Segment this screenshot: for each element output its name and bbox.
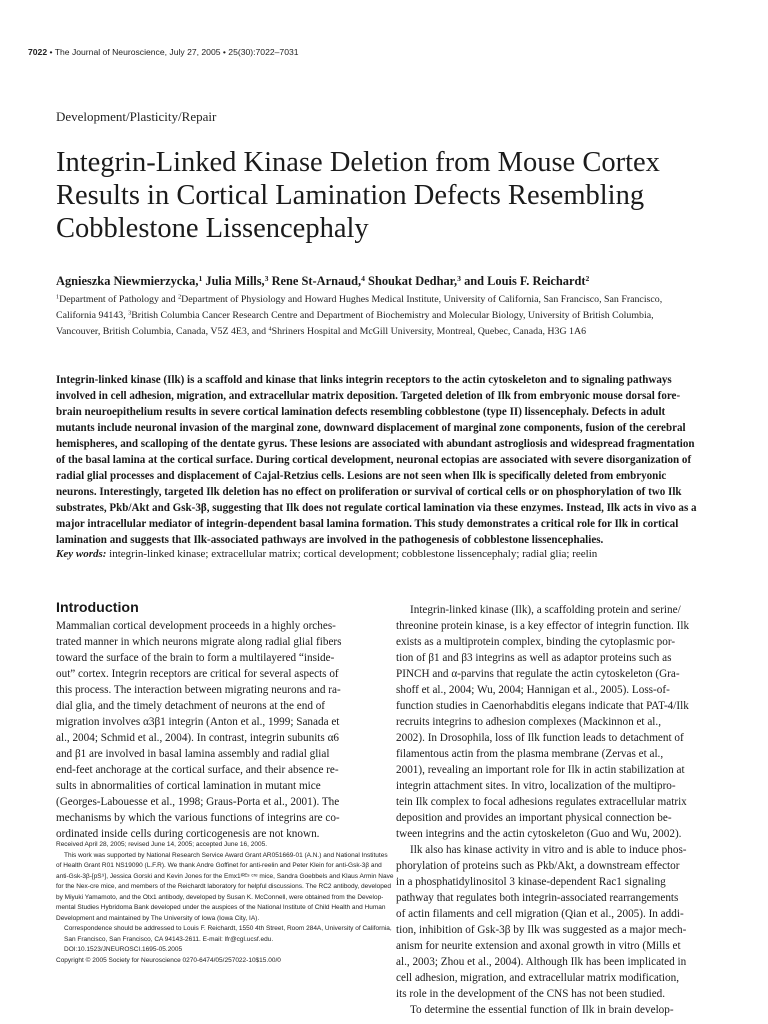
author-name: Agnieszka Niewmierzycka, [56, 274, 199, 288]
author-affiliation-mark: 3 [264, 273, 269, 283]
affiliation-line [56, 324, 736, 340]
author-name: and Louis F. Reichardt [464, 274, 586, 288]
body-text-line: tion of β1 and β3 integrins as well as adaptor proteins such as [396, 652, 672, 664]
body-text-line: toward the surface of the brain to form a multilayered “inside- [56, 652, 335, 664]
abstract-line: substrates, Pkb/Akt and Gsk-3β, suggesting that Ilk does not regulate cortical lamination via these enzymes. Instead, Ilk acts in vivo as a [56, 502, 697, 514]
abstract-line: Integrin-linked kinase (Ilk) is a scaffold and kinase that links integrin receptors to the actin cytoskeleton and to signaling pathways [56, 374, 672, 386]
footnote-line: This work was supported by National Research Service Award Grant AR051669-01 (A.N.) and National Institutes [64, 851, 388, 859]
footnote-line: mental Studies Hybridoma Bank developed under the auspices of the National Institute of Child Health and Human [56, 904, 386, 911]
abstract-line: brain neuroepithelium results in severe cortical lamination defects resembling cobblestone (type II) lissencephaly. Defects in adult [56, 406, 666, 418]
author-name: Rene St-Arnaud, [271, 274, 362, 288]
body-text-line: trated manner in which neurons migrate along radial glial fibers [56, 636, 342, 648]
affiliation-mark: 4 [268, 326, 272, 333]
body-text-line: al., 2003; Zhou et al., 2004). Although Ilk has been implicated in [396, 956, 687, 968]
body-text-line: 2002). In Drosophila, loss of Ilk function leads to detachment of [396, 732, 684, 744]
body-text-line: phorylation of proteins such as Pkb/Akt, a downstream effector [396, 860, 680, 872]
affiliation-text: California 94143, [56, 310, 129, 321]
body-text-line: filamentous actin from the plasma membrane (Zervas et al., [396, 748, 664, 760]
body-text-line: and β1 are involved in basal lamina assembly and radial glial [56, 748, 330, 760]
body-text-line: mechanisms by which the various functions of integrins are co- [56, 812, 340, 824]
body-text-line: PINCH and α-parvins that regulate the actin cytoskeleton (Gra- [396, 668, 680, 680]
right-column-text [396, 602, 718, 1018]
journal-citation: • The Journal of Neuroscience, July 27, 2005 • 25(30):7022–7031 [47, 47, 299, 57]
body-text-line: out” cortex. Integrin receptors are critical for several aspects of [56, 668, 339, 680]
body-text-line: function studies in Caenorhabditis elegans indicate that PAT-4/Ilk [396, 700, 689, 712]
body-text-line: recruits integrins to adhesion complexes (Mackinnon et al., [396, 716, 662, 728]
article-title [56, 146, 736, 245]
title-line: Integrin-Linked Kinase Deletion from Mouse Cortex [56, 147, 660, 178]
affiliation-text: Department of Physiology and Howard Hughes Medical Institute, University of California, San Francisco, San Francisco, [181, 294, 663, 305]
body-text-line: sults in abnormalities of cortical lamination in mutant mice [56, 780, 321, 792]
body-text-line: dial glia, and the timely detachment of neurons at the end of [56, 700, 326, 712]
keywords-text: integrin-linked kinase; extracellular matrix; cortical development; cobblestone lissencephaly; radial glia; reelin [106, 548, 598, 560]
body-text-line: To determine the essential function of Ilk in brain develop- [410, 1004, 674, 1016]
affiliation-mark: 2 [178, 294, 182, 301]
body-text-line: Mammalian cortical development proceeds in a highly orches- [56, 620, 336, 632]
abstract-line: mutants include neuronal invasion of the marginal zone, downward displacement of marginal zone components, fusion of the cerebral [56, 422, 686, 434]
footnote-line: for the Nex-cre mice, and members of the Reichardt laboratory for helpful discussions. The RC2 antibody, developed [56, 883, 392, 890]
body-text-line: deposition and provides an important physical connection be- [396, 812, 672, 824]
body-text-line: tion, inhibition of Gsk-3β by Ilk was suggested as a major mech- [396, 924, 687, 936]
body-text-line: integrin attachment sites. In vitro, localization of the multipro- [396, 780, 676, 792]
author-affiliation-mark: 4 [361, 273, 365, 283]
body-text-line: ordinated inside cells during corticogenesis are not known. [56, 828, 320, 840]
affiliation-mark: 3 [128, 310, 132, 317]
section-label: Development/Plasticity/Repair [56, 109, 217, 124]
author-name: Julia Mills, [205, 274, 265, 288]
body-text-line: shoff et al., 2004; Wu, 2004; Hannigan et al., 2005). Loss-of- [396, 684, 670, 696]
body-text-line: tein Ilk complex to focal adhesions regulates extracellular matrix [396, 796, 687, 808]
body-text-line: end-feet anchorage at the cortical surface, and their absence re- [56, 764, 339, 776]
keywords-label: Key words: [56, 548, 107, 560]
left-column-text [56, 618, 386, 842]
body-text-line: exists as a multiprotein complex, binding the cytoplasmic por- [396, 636, 676, 648]
affiliation-text: Department of Pathology and [59, 294, 179, 305]
body-text-line: Integrin-linked kinase (Ilk), a scaffolding protein and serine/ [410, 604, 681, 616]
affiliation-line [56, 292, 736, 308]
affiliations [56, 292, 736, 340]
body-text-line: migration involves α3β1 integrin (Anton et al., 1999; Sanada et [56, 716, 340, 728]
running-head [28, 47, 299, 57]
footnote-line: Correspondence should be addressed to Louis F. Reichardt, 1550 4th Street, Room 284A, University of California, [64, 925, 392, 932]
abstract-line: lamination and suggests that Ilk-associated pathways are involved in the pathogenesis of cobblestone lissencephalies. [56, 534, 604, 546]
affiliation-text: Shriners Hospital and McGill University, Montreal, Quebec, Canada, H3G 1A6 [271, 326, 587, 337]
body-text-line: al., 2004; Schmid et al., 2004). In contrast, integrin subunits α6 [56, 732, 340, 744]
author-affiliation-mark: 2 [585, 273, 590, 283]
page-number: 7022 [28, 47, 48, 57]
affiliation-line [56, 308, 736, 324]
body-text-line: this process. The interaction between migrating neurons and ra- [56, 684, 341, 696]
body-text-line: 2001), revealing an important role for Ilk in actin stabilization at [396, 764, 685, 776]
author-affiliation-mark: 1 [198, 273, 203, 283]
body-text-line: cell adhesion, migration, and extracellular matrix modification, [396, 972, 680, 984]
body-text-line: (Georges-Labouesse et al., 1998; Graus-Porta et al., 2001). The [56, 796, 340, 808]
abstract-line: neurons. Interestingly, targeted Ilk deletion has no effect on proliferation or survival of cortical cells or on phosphorylation of two Ilk [56, 486, 682, 498]
footnote-line: Copyright © 2005 Society for Neuroscience 0270-6474/05/257022-10$15.00/0 [56, 956, 281, 964]
abstract-line: involved in cell adhesion, migration, and extracellular matrix deposition. Targeted deletion of Ilk from embryonic mouse dorsal fore- [56, 390, 681, 402]
abstract-line: of the basal lamina at the cortical surface. During cortical development, neuronal ectopias are associated with severe disorganization of [56, 454, 692, 466]
footnote-line: San Francisco, San Francisco, CA 94143-2611. E-mail: lfr@cgl.ucsf.edu. [64, 935, 274, 943]
body-text-line: pathway that regulates both integrin-associated rearrangements [396, 892, 679, 904]
author-name: Shoukat Dedhar, [368, 274, 458, 288]
author-affiliation-mark: 3 [457, 273, 461, 283]
abstract [56, 372, 720, 548]
footnote-line: anti-Gsk-3β-[pS⁹], Jessica Gorski and Kevin Jones for the Emx1ᴵᴿᴱˢ ᶜʳᵉ mice, Sandra Goebbels and Klaus Armin Nave [56, 872, 394, 880]
keywords [56, 548, 597, 560]
author-list [56, 274, 589, 289]
title-line: Cobblestone Lissencephaly [56, 213, 369, 244]
footnotes [56, 840, 394, 966]
body-text-line: of actin filaments and cell migration (Qian et al., 2005). In addi- [396, 908, 684, 920]
body-text-line: in a phosphatidylinositol 3 kinase-dependent Rac1 signaling [396, 876, 666, 888]
introduction-heading: Introduction [56, 600, 139, 616]
abstract-line: radial glial processes and displacement of Cajal-Retzius cells. Lesions are not seen when Ilk is specifically deleted from embryonic [56, 470, 667, 482]
abstract-line: major intracellular mediator of integrin-dependent basal lamina formation. This study demonstrates a critical role for Ilk in cortical [56, 518, 679, 530]
body-text-line: its role in the development of the CNS has not been studied. [396, 988, 666, 1000]
affiliation-text: Vancouver, British Columbia, Canada, V5Z 4E3, and [56, 326, 269, 337]
title-line: Results in Cortical Lamination Defects Resembling [56, 180, 645, 211]
footnote-line: Received April 28, 2005; revised June 14, 2005; accepted June 16, 2005. [56, 841, 268, 848]
footnote-line: by Miyuki Yamamoto, and the Otx1 antibody, developed by Susan K. McConnell, were obtained from the Develop- [56, 893, 384, 901]
affiliation-text: British Columbia Cancer Research Centre and Department of Biochemistry and Molecular Biology, University of British Columbia, [131, 310, 654, 321]
footnote-line: Development and maintained by The University of Iowa (Iowa City, IA). [56, 914, 260, 922]
body-text-line: anism for neurite extension and axonal growth in vitro (Mills et [396, 940, 681, 952]
affiliation-mark: 1 [56, 294, 60, 301]
footnote-line: DOI:10.1523/JNEUROSCI.1695-05.2005 [64, 946, 183, 953]
abstract-line: hemispheres, and scalloping of the dentate gyrus. These lesions are associated with abundant astrogliosis and widespread fragmentation [56, 438, 695, 450]
body-text-line: Ilk also has kinase activity in vitro and is able to induce phos- [410, 844, 687, 856]
footnote-line: of Health Grant R01 NS19090 (L.F.R). We thank Andre Goffinet for anti-reelin and Peter Klein for anti-Gsk-3β and [56, 862, 382, 869]
body-text-line: threonine protein kinase, is a key effector of integrin function. Ilk [396, 620, 690, 632]
body-text-line: tween integrins and the actin cytoskeleton (Guo and Wu, 2002). [396, 828, 682, 840]
